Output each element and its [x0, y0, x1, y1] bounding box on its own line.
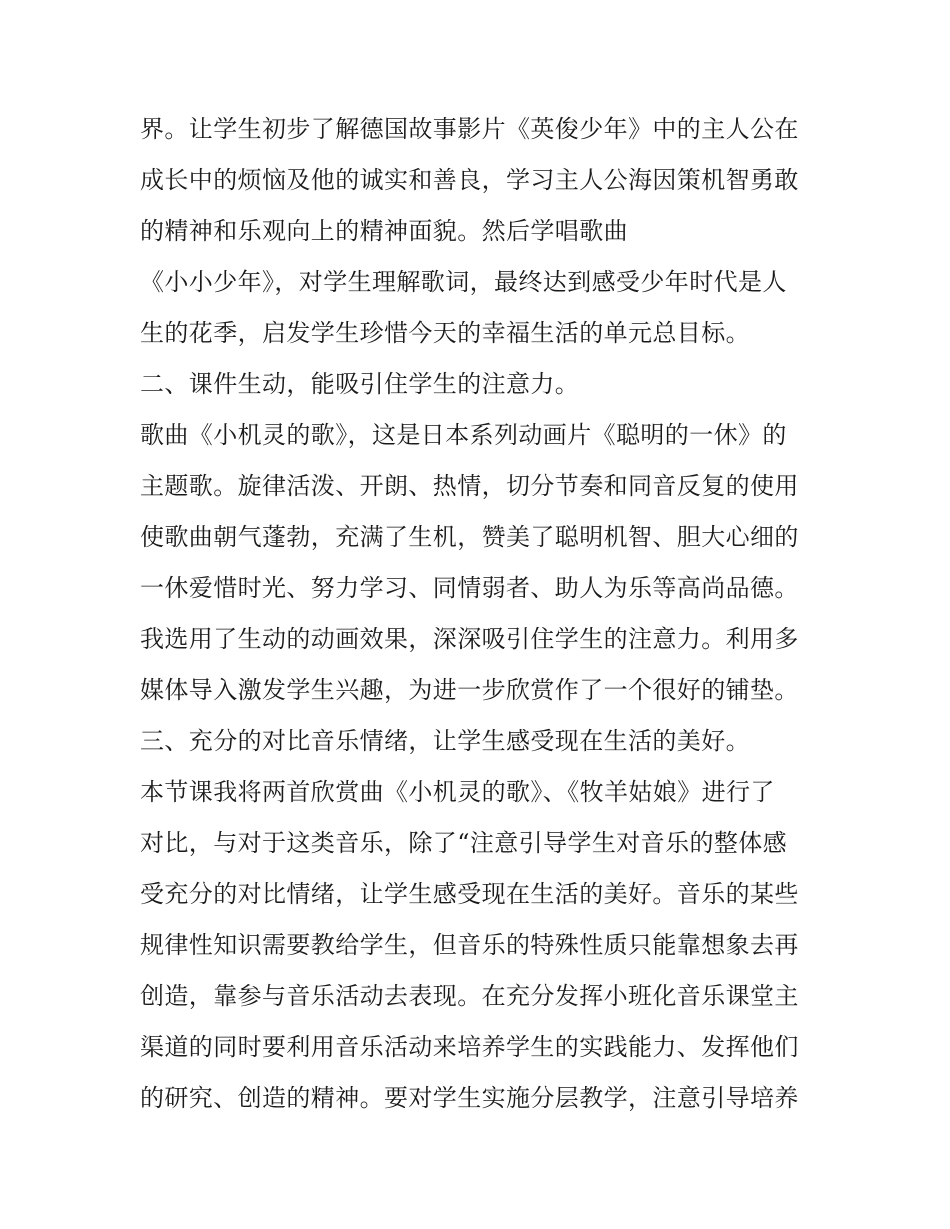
body-text: [140, 104, 820, 1124]
text-line: 媒体导入激发学生兴趣，为进一步欣赏作了一个很好的铺垫。: [140, 676, 799, 704]
text-line: 创造，靠参与音乐活动去表现。在充分发挥小班化音乐课堂主: [140, 982, 799, 1010]
text-line: 对比，与对于这类音乐，除了“注意引导学生对音乐的整体感: [140, 829, 788, 857]
text-line: 成长中的烦恼及他的诚实和善良，学习主人公海因策机智勇敢: [140, 166, 799, 194]
text-line: 受充分的对比情绪，让学生感受现在生活的美好。音乐的某些: [140, 880, 799, 908]
text-line: 的精神和乐观向上的精神面貌。然后学唱歌曲: [140, 217, 628, 245]
text-line: 主题歌。旋律活泼、开朗、热情，切分节奏和同音反复的使用: [140, 472, 799, 500]
text-line: 规律性知识需要教给学生，但音乐的特殊性质只能靠想象去再: [140, 931, 799, 959]
text-line: 一休爱惜时光、努力学习、同情弱者、助人为乐等高尚品德。: [140, 574, 799, 602]
text-line: 生的花季，启发学生珍惜今天的幸福生活的单元总目标。: [140, 319, 750, 347]
section-heading: 二、课件生动，能吸引住学生的注意力。: [140, 370, 580, 398]
text-line: 我选用了生动的动画效果，深深吸引住学生的注意力。利用多: [140, 625, 799, 653]
section-heading: 三、充分的对比音乐情绪，让学生感受现在生活的美好。: [140, 727, 750, 755]
text-line: 本节课我将两首欣赏曲《小机灵的歌》、《牧羊姑娘》进行了: [140, 778, 775, 806]
text-line: 的研究、创造的精神。要对学生实施分层教学，注意引导培养: [140, 1084, 799, 1112]
text-line: 使歌曲朝气蓬勃，充满了生机，赞美了聪明机智、胆大心细的: [140, 523, 799, 551]
text-line: 界。让学生初步了解德国故事影片《英俊少年》中的主人公在: [140, 115, 799, 143]
text-line: 歌曲《小机灵的歌》，这是日本系列动画片《聪明的一休》的: [140, 421, 787, 449]
text-line: 渠道的同时要利用音乐活动来培养学生的实践能力、发挥他们: [140, 1033, 799, 1061]
text-line: 《小小少年》，对学生理解歌词，最终达到感受少年时代是人: [140, 268, 787, 296]
